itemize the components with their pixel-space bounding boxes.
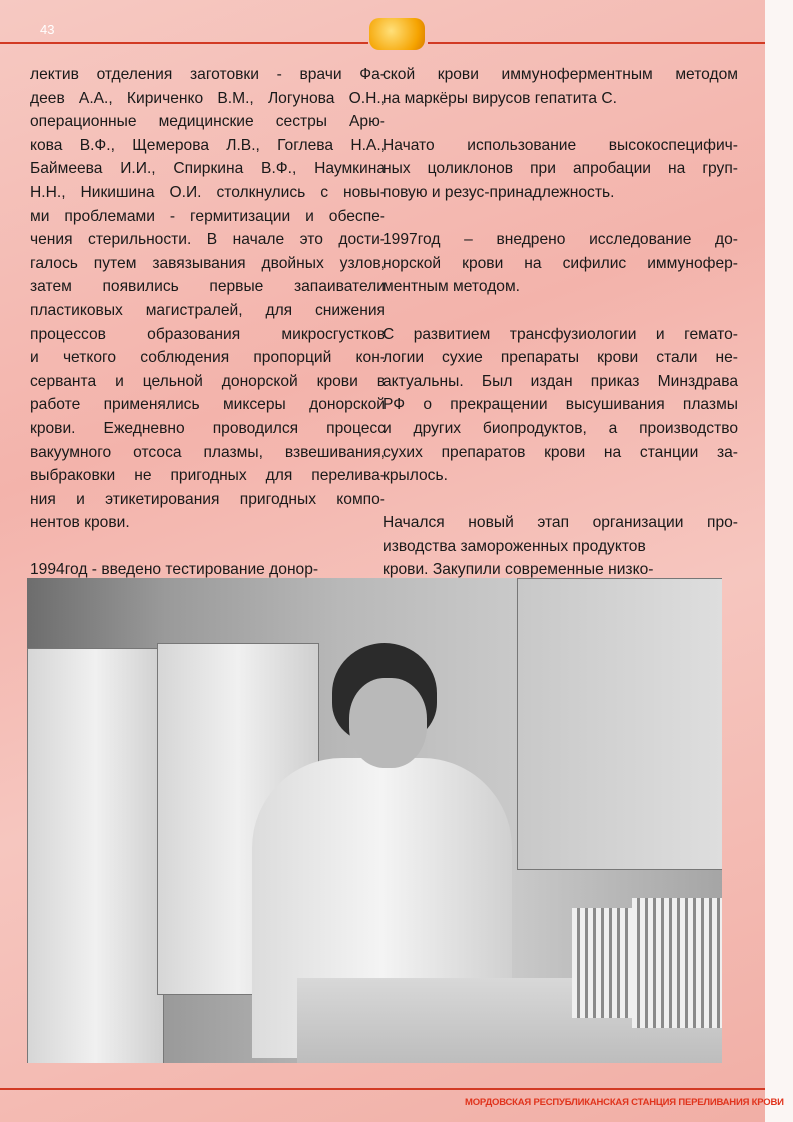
photo-fridge-left [27, 648, 164, 1063]
text-line: С развитием трансфузиологии и гемато- [383, 325, 738, 343]
text-line: лектив отделения заготовки - врачи Фа- [30, 66, 385, 83]
text-line: и других биопродуктов, а производство [383, 419, 738, 437]
paragraph-gap [30, 535, 385, 559]
text-line: вакуумного отсоса плазмы, взвешивания, [30, 443, 385, 461]
text-line: крови. Закупили современные низко- [383, 561, 654, 579]
text-line: логии сухие препараты крови стали не- [383, 349, 738, 367]
text-line: ных цоликлонов при апробации на груп- [383, 160, 738, 178]
text-line: галось путем завязывания двойных узлов, [30, 254, 385, 272]
text-line: крылось. [383, 467, 448, 485]
text-line: работе применялись миксеры донорской [30, 396, 385, 414]
paragraph-gap [383, 299, 738, 323]
text-line: норской крови на сифилис иммунофер- [383, 254, 738, 272]
text-line: Н.Н., Никишина О.И. столкнулись с новы- [30, 183, 385, 201]
photo-tube-rack [632, 898, 722, 1028]
lab-photo [27, 578, 722, 1063]
text-line: ния и этикетирования пригодных компо- [30, 490, 385, 508]
text-line: Начался новый этап организации про- [383, 514, 738, 532]
text-line: изводства замороженных продуктов [383, 537, 646, 555]
photo-tube-rack [572, 908, 632, 1018]
page-edge [765, 0, 793, 1122]
text-line: кова В.Ф., Щемерова Л.В., Гоглева Н.А., [30, 136, 385, 154]
text-line: актуальны. Был издан приказ Минздрава [383, 372, 738, 390]
page-number: 43 [40, 22, 55, 37]
header-rule-right [428, 42, 765, 44]
photo-cabinet [517, 578, 722, 870]
footer-rule [0, 1088, 765, 1090]
text-line: Баймеева И.И., Спиркина В.Ф., Наумкина [30, 160, 385, 178]
text-line: нентов крови. [30, 514, 130, 532]
anniversary-logo [369, 18, 425, 50]
text-line: РФ о прекращении высушивания плазмы [383, 396, 738, 414]
paragraph-gap [383, 110, 738, 134]
photo-person-face [349, 678, 427, 768]
text-line: процессов образования микросгустков [30, 325, 385, 343]
text-line: операционные медицинские сестры Арю- [30, 113, 385, 131]
text-line: 1997год – внедрено исследование до- [383, 231, 738, 249]
text-line: выбраковки не пригодных для перелива- [30, 467, 385, 485]
text-line: ской крови иммуноферментным методом [383, 66, 738, 83]
text-line: ми проблемами - гермитизации и обеспе- [30, 207, 385, 225]
text-line: деев А.А., Кириченко В.М., Логунова О.Н., [30, 89, 385, 107]
text-line: пластиковых магистралей, для снижения [30, 301, 385, 319]
paragraph-gap [383, 488, 738, 512]
text-line: на маркёры вирусов гепатита С. [383, 89, 617, 107]
right-text-column [383, 63, 738, 582]
text-line: сухих препаратов крови на станции за- [383, 443, 738, 461]
footer-text: МОРДОВСКАЯ РЕСПУБЛИКАНСКАЯ СТАНЦИЯ ПЕРЕЛИВАНИЯ КРОВИ [465, 1097, 784, 1108]
header-rule-left [0, 42, 368, 44]
text-line: крови. Ежедневно проводился процесс [30, 419, 385, 437]
left-text-column [30, 63, 385, 582]
paragraph-gap [383, 205, 738, 229]
text-line: серванта и цельной донорской крови в [30, 372, 385, 390]
text-line: и четкого соблюдения пропорций кон- [30, 349, 385, 367]
text-line: повую и резус-принадлежность. [383, 183, 615, 201]
text-line: ментным методом. [383, 278, 521, 296]
text-line: Начато использование высокоспецифич- [383, 136, 738, 154]
text-line: 1994год - введено тестирование донор- [30, 561, 319, 579]
text-line: чения стерильности. В начале это дости- [30, 231, 385, 249]
text-line: затем появились первые запаиватели [30, 278, 385, 296]
